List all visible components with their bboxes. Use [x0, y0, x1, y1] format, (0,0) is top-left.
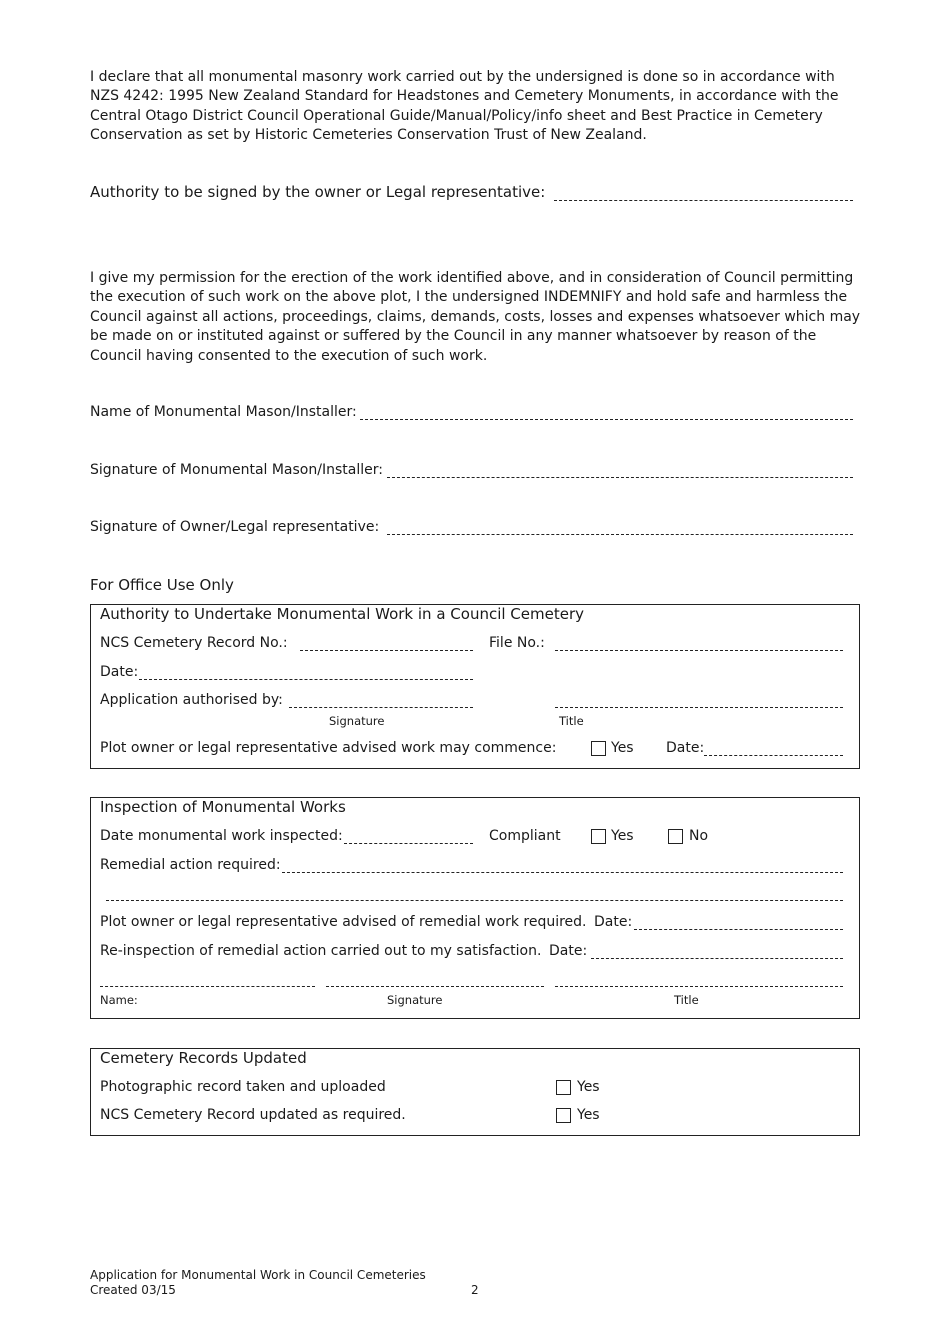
- inspector-name-caption: Name:: [100, 993, 138, 1007]
- remedial-line-2[interactable]: [106, 900, 843, 901]
- compliant-no-checkbox[interactable]: [668, 829, 683, 844]
- record-no-label: NCS Cemetery Record No.:: [100, 635, 288, 651]
- office-use-heading: For Office Use Only: [90, 576, 234, 594]
- inspector-signature-line[interactable]: [326, 986, 544, 987]
- mason-name-label: Name of Monumental Mason/Installer:: [90, 404, 357, 420]
- inspection-box-title: Inspection of Monumental Works: [100, 798, 346, 816]
- authority-signature-line[interactable]: [554, 200, 853, 201]
- authorised-signature-line[interactable]: [289, 707, 473, 708]
- advised-date-line[interactable]: [634, 929, 843, 930]
- footer-created: Created 03/15: [90, 1283, 176, 1297]
- ncs-record-checkbox[interactable]: [556, 1108, 571, 1123]
- photo-record-yes-label: Yes: [577, 1079, 600, 1095]
- commence-date-line[interactable]: [704, 755, 843, 756]
- reinspection-label: Re-inspection of remedial action carried out to my satisfaction.: [100, 943, 542, 959]
- owner-signature-line[interactable]: [387, 534, 853, 535]
- commence-label: Plot owner or legal representative advised work may commence:: [100, 740, 557, 756]
- remedial-line-1[interactable]: [282, 872, 843, 873]
- commence-yes-checkbox[interactable]: [591, 741, 606, 756]
- compliant-yes-checkbox[interactable]: [591, 829, 606, 844]
- inspector-title-line[interactable]: [555, 986, 843, 987]
- advised-date-label: Date:: [594, 914, 633, 930]
- footer-doc-title: Application for Monumental Work in Council Cemeteries: [90, 1268, 426, 1282]
- file-no-line[interactable]: [555, 650, 843, 651]
- title-caption: Title: [559, 714, 584, 728]
- advised-label: Plot owner or legal representative advised of remedial work required.: [100, 914, 587, 930]
- page-number: 2: [471, 1283, 479, 1297]
- remedial-label: Remedial action required:: [100, 857, 281, 873]
- signature-caption: Signature: [329, 714, 385, 728]
- mason-name-line[interactable]: [360, 419, 853, 420]
- owner-signature-label: Signature of Owner/Legal representative:: [90, 519, 380, 535]
- photo-record-label: Photographic record taken and uploaded: [100, 1079, 386, 1095]
- inspector-signature-caption: Signature: [387, 993, 443, 1007]
- reinspection-date-label: Date:: [549, 943, 588, 959]
- authority-box-title: Authority to Undertake Monumental Work in a Council Cemetery: [100, 605, 584, 623]
- reinspection-date-line[interactable]: [591, 958, 843, 959]
- authorised-title-line[interactable]: [555, 707, 843, 708]
- date-inspected-label: Date monumental work inspected:: [100, 828, 343, 844]
- photo-record-checkbox[interactable]: [556, 1080, 571, 1095]
- mason-signature-line[interactable]: [387, 477, 853, 478]
- date-label: Date:: [100, 664, 139, 680]
- inspector-title-caption: Title: [674, 993, 699, 1007]
- inspector-name-line[interactable]: [100, 986, 315, 987]
- commence-date-label: Date:: [666, 740, 705, 756]
- date-line[interactable]: [139, 679, 473, 680]
- ncs-record-label: NCS Cemetery Record updated as required.: [100, 1107, 406, 1123]
- date-inspected-line[interactable]: [344, 843, 473, 844]
- compliant-no-label: No: [689, 828, 709, 844]
- records-box-title: Cemetery Records Updated: [100, 1049, 307, 1067]
- file-no-label: File No.:: [489, 635, 545, 651]
- authority-signature-label: Authority to be signed by the owner or Legal representative:: [90, 183, 546, 201]
- record-no-line[interactable]: [300, 650, 473, 651]
- permission-text: I give my permission for the erection of the work identified above, and in consideration of Council permitting the execution of such work on the above plot, I the undersigned INDEMNIFY and hold safe and harmless the Council against all actions, proceedings, claims, demands, costs, losses and expenses whatsoever which may be made on or instituted against or suffered by the Council in any manner whatsoever by reason of the Council having consented to the execution of such work.: [90, 270, 861, 364]
- declaration-text: I declare that all monumental masonry work carried out by the undersigned is done so in accordance with NZS 4242: 1995 New Zealand Standard for Headstones and Cemetery Monuments, in accordance with the Central Otago District Council Operational Guide/Manual/Policy/info sheet and Best Practice in Cemetery Conservation as set by Historic Cemeteries Conservation Trust of New Zealand.: [90, 69, 839, 144]
- mason-signature-label: Signature of Monumental Mason/Installer:: [90, 462, 383, 478]
- commence-yes-label: Yes: [611, 740, 634, 756]
- compliant-yes-label: Yes: [611, 828, 634, 844]
- compliant-label: Compliant: [489, 828, 561, 844]
- ncs-record-yes-label: Yes: [577, 1107, 600, 1123]
- authorised-by-label: Application authorised by:: [100, 692, 283, 708]
